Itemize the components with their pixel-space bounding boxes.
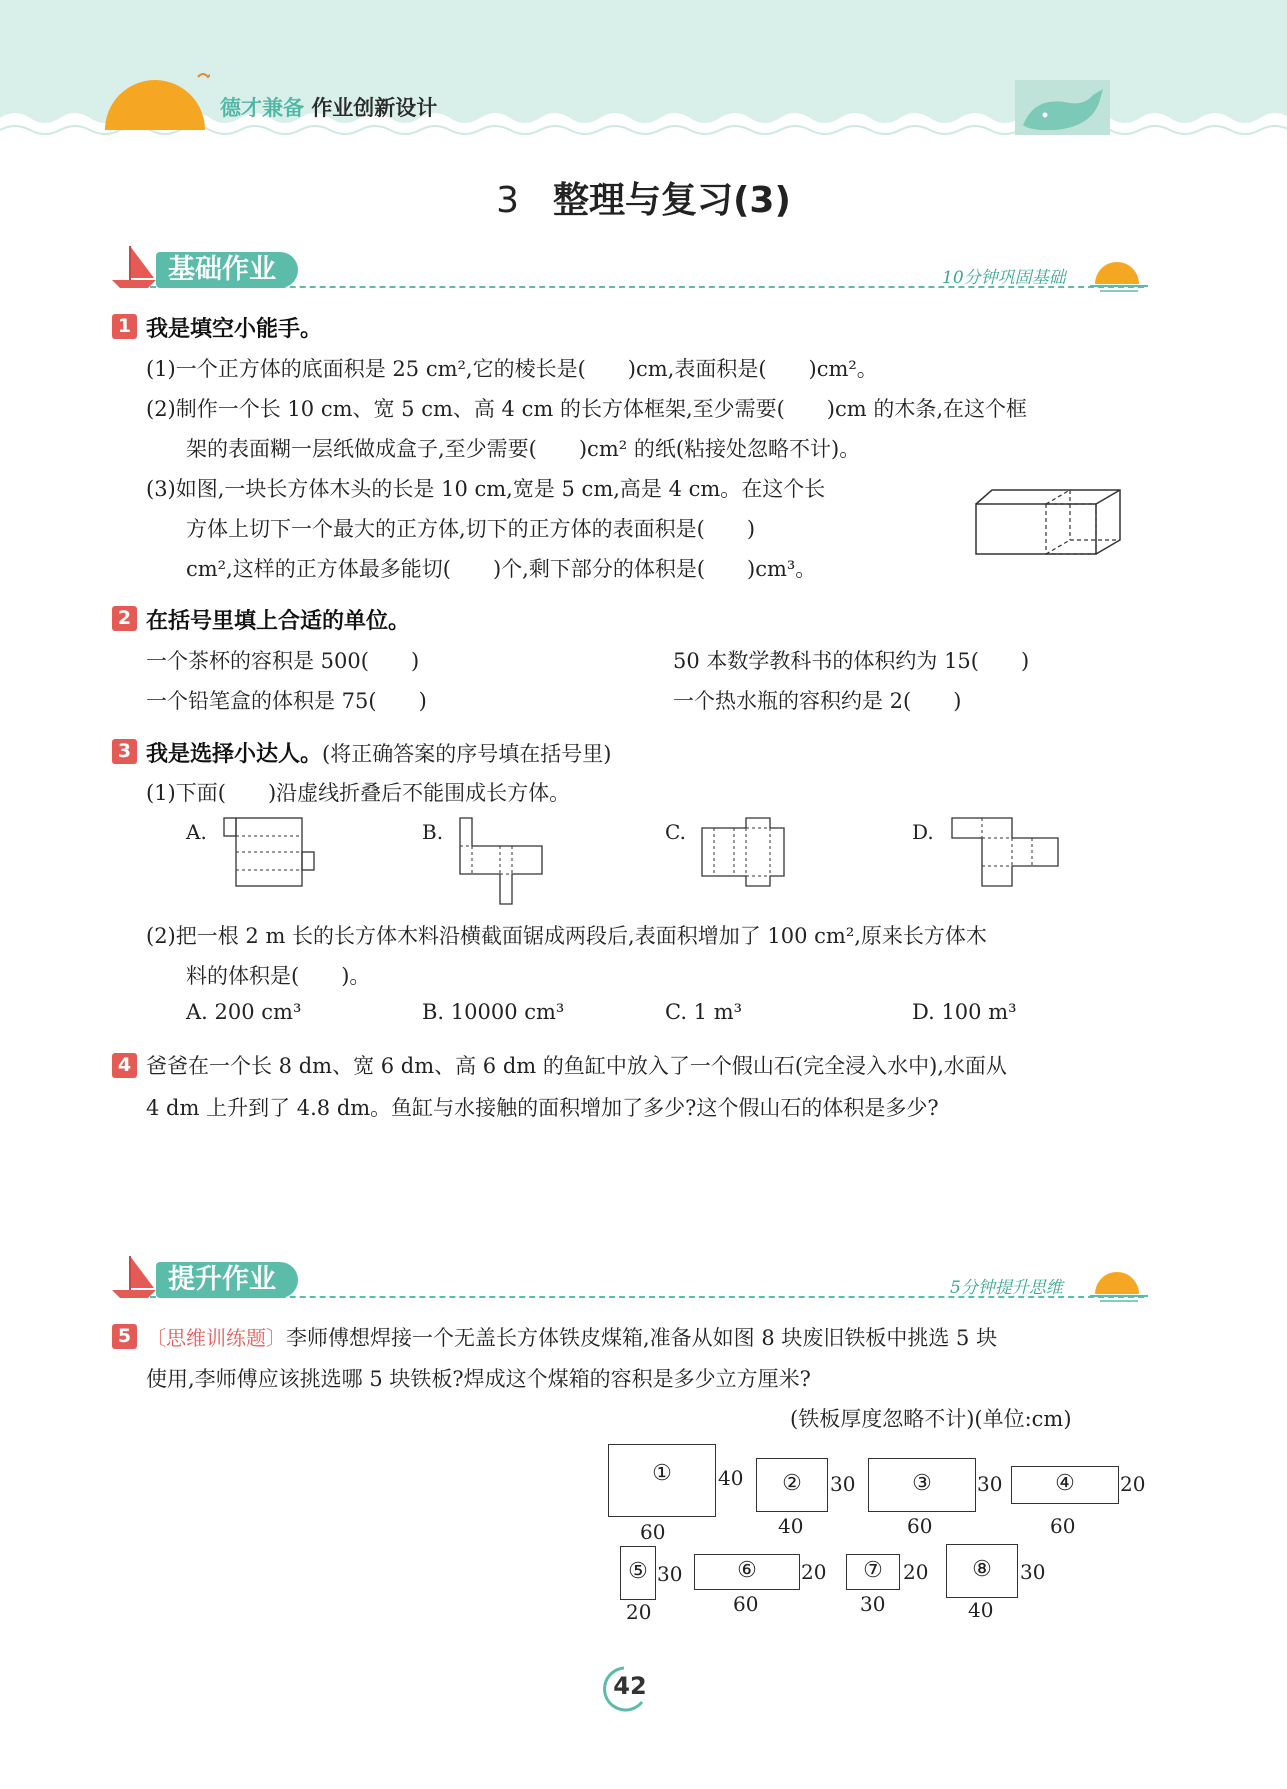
plate-1-width: 60 [640,1520,666,1544]
sunset-icon [1090,252,1150,292]
plate-5 [620,1546,656,1600]
plate-3-id: ③ [912,1471,932,1496]
page-number: 42 [613,1672,647,1700]
q3-part-1: (1)下面( )沿虚线折叠后不能围成长方体。 [146,781,571,805]
plate-2-height: 30 [830,1472,856,1496]
question-number-2: 2 [112,606,137,631]
brand-title [220,92,437,122]
q3-title-text: 我是选择小达人。 [146,742,323,767]
q3-part-2-line-1: (2)把一根 2 m 长的长方体木料沿横截面锯成两段后,表面积增加了 100 cm²,原来长方体木 [146,924,987,948]
q1-part-3-line-2: 方体上切下一个最大的正方体,切下的正方体的表面积是( ) [186,517,756,541]
question-1-title: 我是填空小能手。 [146,317,323,342]
q3-option-b: B. 10000 cm³ [422,1000,565,1024]
q3-part-2-line-2: 料的体积是( )。 [186,964,371,988]
lesson-title: 整理与复习(3) [552,180,791,221]
net-label-c: C. [665,820,686,844]
lesson-number: 3 [496,180,519,221]
section-basic-hint: 10分钟巩固基础 [942,268,1066,288]
net-label-d: D. [912,820,934,844]
plate-3 [868,1458,976,1512]
plate-6-width: 60 [733,1592,759,1616]
plate-7-width: 30 [860,1592,886,1616]
plate-8-width: 40 [968,1598,994,1622]
question-number-4: 4 [112,1053,137,1078]
brand-main: 作业创新设计 [311,96,438,120]
q5-unit-note: (铁板厚度忽略不计)(单位:cm) [790,1407,1072,1431]
q3-option-d: D. 100 m³ [912,1000,1017,1024]
q2-item-4: 一个热水瓶的容积约是 2( ) [673,689,962,713]
net-label-a: A. [186,820,207,844]
sun-icon [100,55,210,130]
q5-line-1-text: 李师傅想焊接一个无盖长方体铁皮煤箱,准备从如图 8 块废旧铁板中挑选 5 块 [286,1326,998,1350]
section-advanced-hint: 5分钟提升思维 [950,1278,1063,1298]
question-number-5: 5 [112,1324,137,1349]
plate-2-width: 40 [778,1514,804,1538]
header-band [0,0,1287,150]
page-title [0,172,1287,223]
q2-item-2: 50 本数学教科书的体积约为 15( ) [673,649,1030,673]
plate-2 [756,1458,828,1512]
q5-line-1 [146,1322,997,1352]
q1-part-2-line-2: 架的表面糊一层纸做成盒子,至少需要( )cm² 的纸(粘接处忽略不计)。 [186,437,861,461]
q2-item-3: 一个铅笔盒的体积是 75( ) [146,689,427,713]
plate-8-height: 30 [1020,1560,1046,1584]
q2-item-1: 一个茶杯的容积是 500( ) [146,649,420,673]
plate-4-id: ④ [1055,1471,1075,1496]
plate-6-id: ⑥ [737,1558,757,1583]
plate-7-height: 20 [903,1560,929,1584]
plate-3-height: 30 [977,1472,1003,1496]
section-advanced-label: 提升作业 [156,1262,298,1298]
plate-1-height: 40 [718,1466,744,1490]
plate-6-height: 20 [801,1560,827,1584]
question-3-title [146,737,611,768]
plate-8-id: ⑧ [972,1557,992,1582]
plate-6 [694,1554,800,1590]
sunset-icon [1090,1262,1150,1302]
brand-accent: 德才兼备 [220,96,304,120]
plate-4-height: 20 [1120,1472,1146,1496]
question-2-title: 在括号里填上合适的单位。 [146,609,411,634]
q3-title-note: (将正确答案的序号填在括号里) [322,742,612,766]
q3-option-a: A. 200 cm³ [186,1000,302,1024]
q3-option-c: C. 1 m³ [665,1000,743,1024]
net-a-figure [222,816,317,888]
section-basic-label: 基础作业 [156,252,298,288]
plate-5-width: 20 [626,1600,652,1624]
cuboid-figure [974,488,1124,558]
plate-5-height: 30 [657,1562,683,1586]
plate-5-id: ⑤ [628,1559,648,1584]
q1-part-1: (1)一个正方体的底面积是 25 cm²,它的棱长是( )cm,表面积是( )cm²。 [146,357,878,381]
plate-1-id: ① [652,1461,672,1486]
net-b-figure [458,816,546,906]
whale-icon [1015,75,1110,135]
question-number-3: 3 [112,739,137,764]
q5-tag: 〔思维训练题〕 [146,1326,286,1350]
q5-line-2: 使用,李师傅应该挑选哪 5 块铁板?焊成这个煤箱的容积是多少立方厘米? [146,1367,811,1391]
plate-7 [846,1554,900,1590]
question-number-1: 1 [112,314,137,339]
plate-4-width: 60 [1050,1514,1076,1538]
net-d-figure [950,816,1062,890]
plate-1 [608,1444,716,1517]
q4-line-1: 爸爸在一个长 8 dm、宽 6 dm、高 6 dm 的鱼缸中放入了一个假山石(完全浸入水中),水面从 [146,1054,1007,1078]
plate-3-width: 60 [907,1514,933,1538]
plate-4 [1011,1466,1119,1504]
q4-line-2: 4 dm 上升到了 4.8 dm。鱼缸与水接触的面积增加了多少?这个假山石的体积是多少? [146,1096,939,1120]
q1-part-3-line-3: cm²,这样的正方体最多能切( )个,剩下部分的体积是( )cm³。 [186,557,817,581]
q1-part-2-line-1: (2)制作一个长 10 cm、宽 5 cm、高 4 cm 的长方体框架,至少需要( )cm 的木条,在这个框 [146,397,1028,421]
plate-8 [946,1544,1018,1598]
net-label-b: B. [422,820,444,844]
q1-part-3-line-1: (3)如图,一块长方体木头的长是 10 cm,宽是 5 cm,高是 4 cm。在这个长 [146,477,826,501]
plate-7-id: ⑦ [863,1558,883,1583]
plate-2-id: ② [782,1471,802,1496]
net-c-figure [700,816,788,890]
